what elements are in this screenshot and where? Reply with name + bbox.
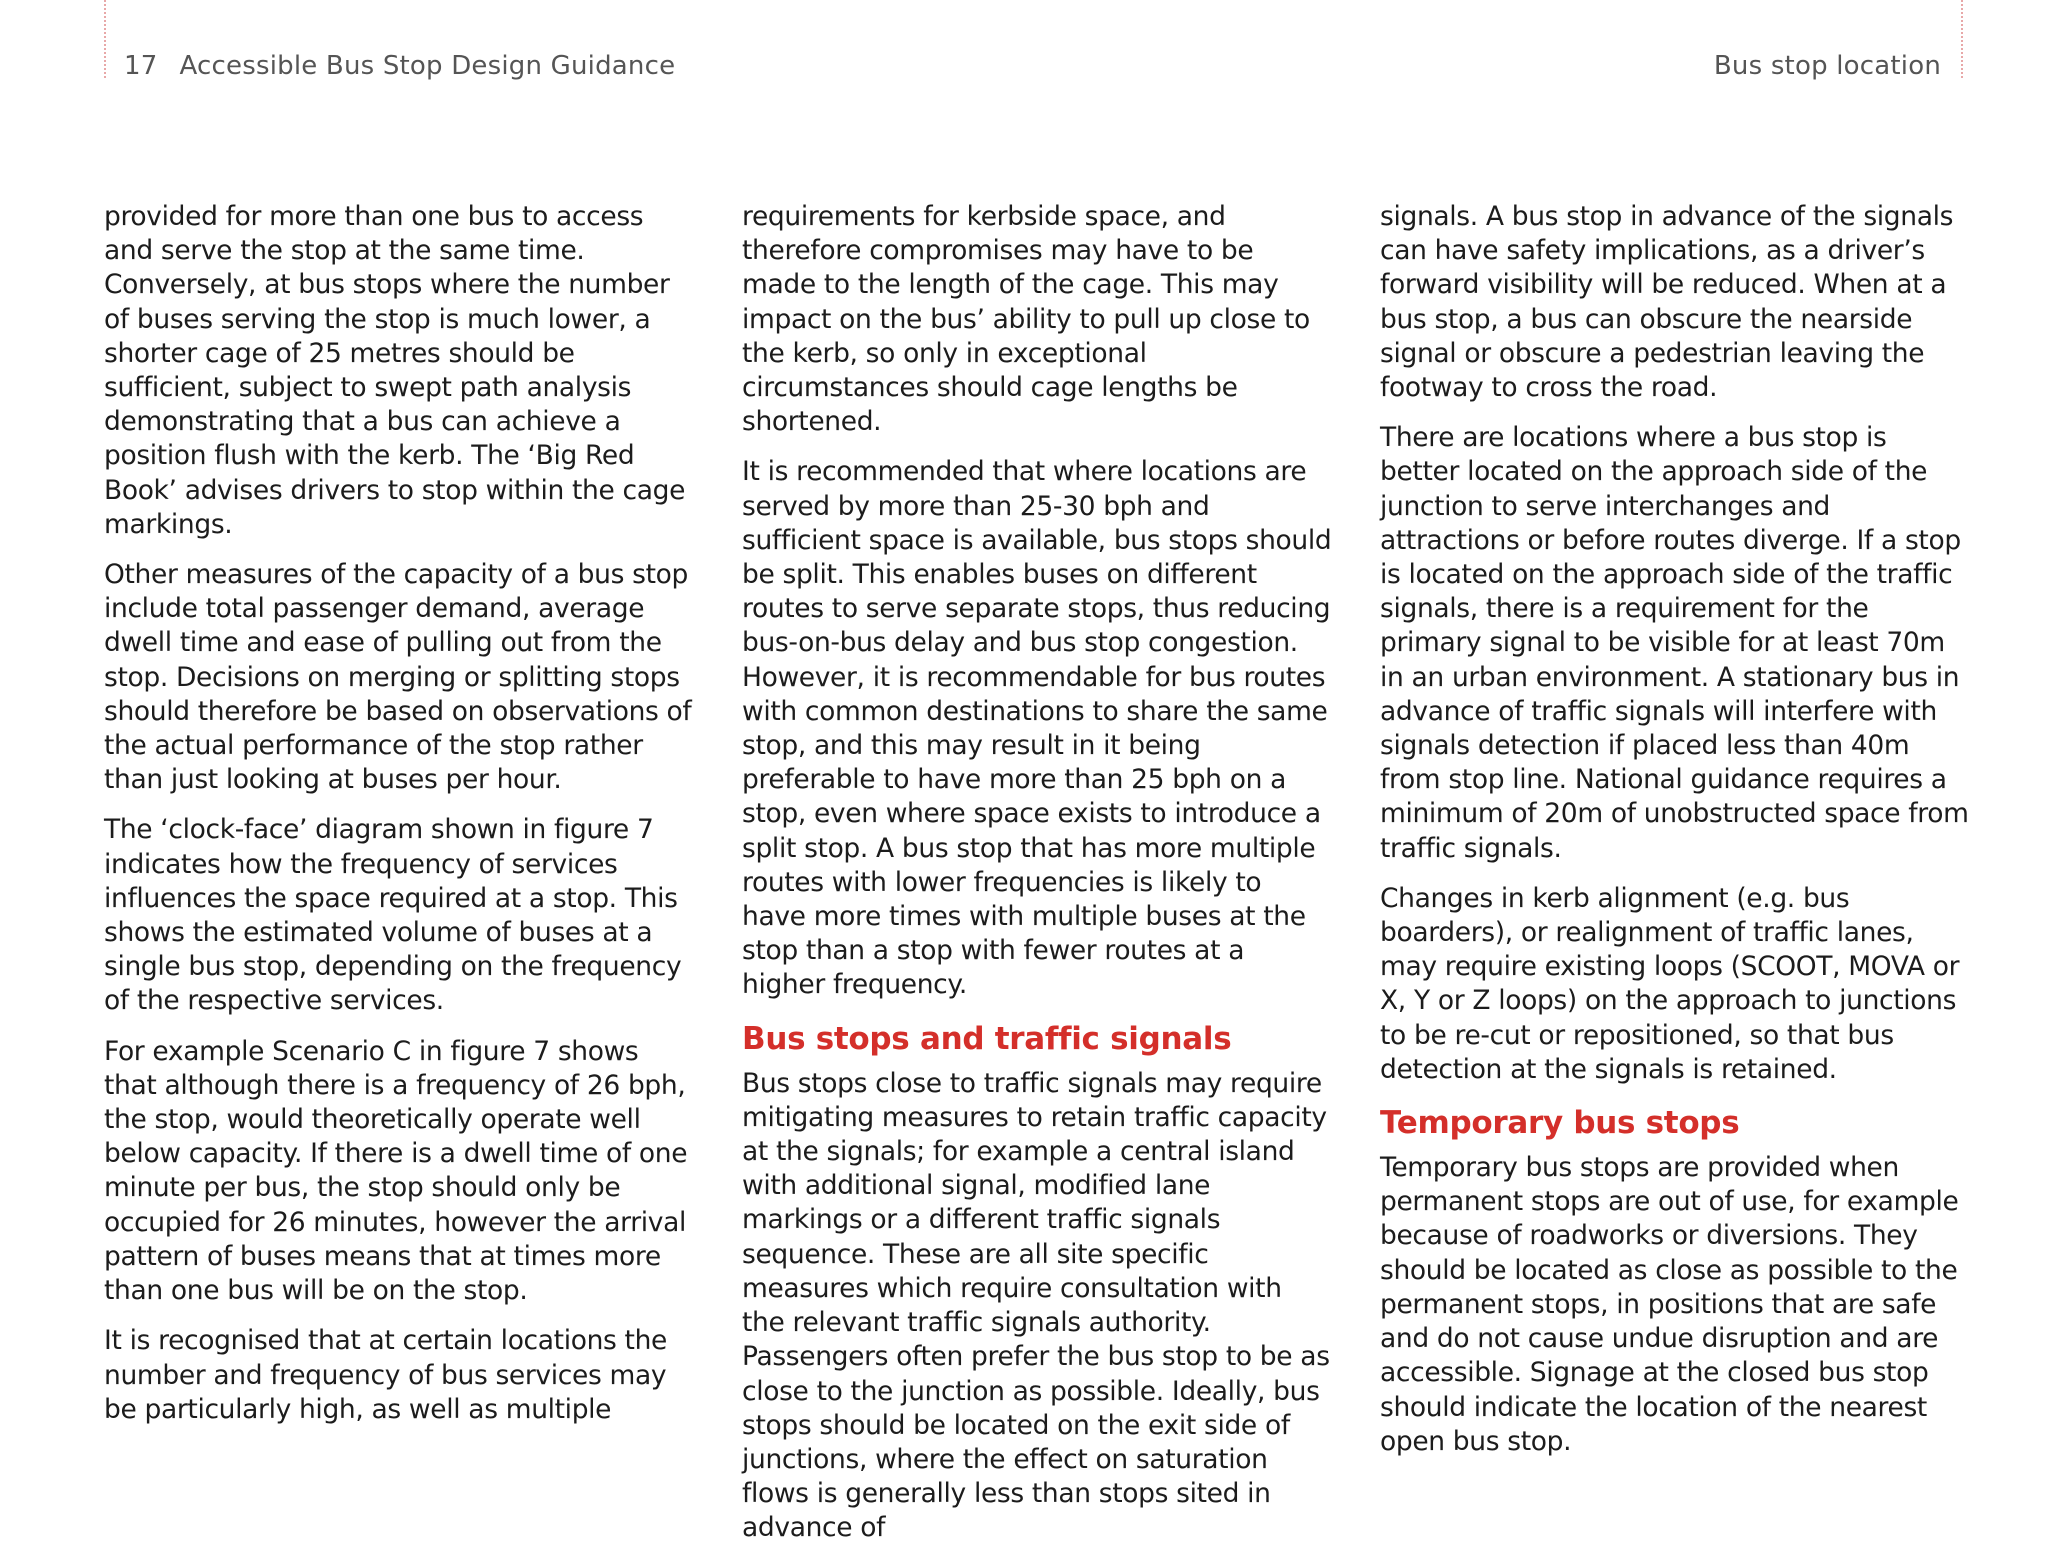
- crop-mark-left: [104, 0, 106, 78]
- paragraph: For example Scenario C in figure 7 shows that although there is a frequency of 26 bph, the stop, would theoretically operate well below capacity. If there is a dwell time of one minute per bus, the stop should only be occupied for 26 minutes, however the arrival pattern of buses means that at times more than one bus will be on the stop.: [104, 1035, 688, 1307]
- page-header: [124, 46, 1941, 86]
- crop-mark-right: [1961, 0, 1963, 78]
- text-columns: [104, 200, 1970, 1562]
- paragraph: Temporary bus stops are provided when permanent stops are out of use, for example because of roadworks or diversions. They should be located as close as possible to the permanent stops, in positions that are safe and do not cause undue disruption and are accessible. Signage at the closed bus stop should indicate the location of the nearest open bus stop.: [1380, 1152, 1959, 1457]
- paragraph: Bus stops close to traffic signals may require mitigating measures to retain traffic capacity at the signals; for example a central island with additional signal, modified lane markings or a different traffic signals sequence. These are all site specific measures which require consultation with the relevant traffic signals authority. Passengers often prefer the bus stop to be as close to the junction as possible. Ideally, bus stops should be located on the exit side of junctions, where the effect on saturation flows is generally less than stops sited in advance of: [742, 1067, 1330, 1544]
- page-number: 17: [124, 51, 158, 81]
- paragraph: requirements for kerbside space, and therefore compromises may have to be made to the length of the cage. This may impact on the bus’ ability to pull up close to the kerb, so only in exceptional circumstances should cage lengths be shortened.: [742, 201, 1310, 438]
- paragraph: It is recommended that where locations are served by more than 25-30 bph and sufficient space is available, bus stops should be split. This enables buses on different routes to serve separate stops, thus reducing bus-on-bus delay and bus stop congestion. However, it is recommendable for bus routes with common destinations to share the same stop, and this may result in it being preferable to have more than 25 bph on a stop, even where space exists to introduce a split stop. A bus stop that has more multiple routes with lower frequencies is likely to have more times with multiple buses at the stop than a stop with fewer routes at a higher frequency.: [742, 456, 1332, 1001]
- header-left: [124, 51, 675, 81]
- document-title: Accessible Bus Stop Design Guidance: [179, 51, 676, 81]
- paragraph: signals. A bus stop in advance of the signals can have safety implications, as a driver’s forward visibility will be reduced. When at a bus stop, a bus can obscure the nearside signal or obscure a pedestrian leaving the footway to cross the road.: [1380, 201, 1954, 404]
- paragraph: Other measures of the capacity of a bus stop include total passenger demand, average dwell time and ease of pulling out from the stop. Decisions on merging or splitting stops should therefore be based on observations of the actual performance of the stop rather than just looking at buses per hour.: [104, 559, 692, 796]
- column-2: [742, 200, 1332, 1562]
- section-heading-temporary-stops: Temporary bus stops: [1380, 1105, 1740, 1142]
- section-heading-traffic-signals: Bus stops and traffic signals: [742, 1020, 1232, 1057]
- paragraph: It is recognised that at certain locations the number and frequency of bus services may be particularly high, as well as multiple: [104, 1325, 667, 1425]
- column-1: [104, 200, 694, 1562]
- section-title: Bus stop location: [1713, 51, 1941, 81]
- paragraph: There are locations where a bus stop is better located on the approach side of the junction to serve interchanges and attractions or before routes diverge. If a stop is located on the approach side of the traffic signals, there is a requirement for the primary signal to be visible for at least 70m in an urban environment. A stationary bus in advance of traffic signals will interfere with signals detection if placed less than 40m from stop line. National guidance requires a minimum of 20m of unobstructed space from traffic signals.: [1380, 422, 1969, 864]
- column-3: [1380, 200, 1970, 1562]
- paragraph: The ‘clock-face’ diagram shown in figure 7 indicates how the frequency of services influences the space required at a stop. This shows the estimated volume of buses at a single bus stop, depending on the frequency of the respective services.: [104, 814, 682, 1017]
- paragraph: provided for more than one bus to access and serve the stop at the same time. Conversely, at bus stops where the number of buses serving the stop is much lower, a shorter cage of 25 metres should be sufficient, subject to swept path analysis demonstrating that a bus can achieve a position flush with the kerb. The ‘Big Red Book’ advises drivers to stop within the cage markings.: [104, 201, 686, 540]
- paragraph: Changes in kerb alignment (e.g. bus boarders), or realignment of traffic lanes, may require existing loops (SCOOT, MOVA or X, Y or Z loops) on the approach to junctions to be re-cut or repositioned, so that bus detection at the signals is retained.: [1380, 882, 1960, 1085]
